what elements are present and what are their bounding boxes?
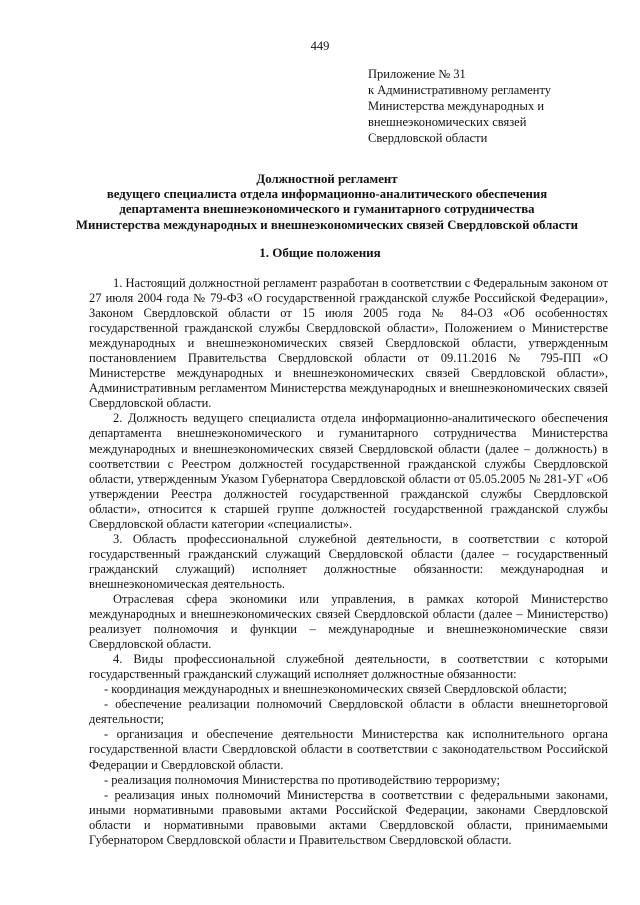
list-item: - реализация иных полномочий Министерства в соответствии с федеральными законами, иными нормативными правовыми актами Российской Федерации, законами Свердловской области и нормативными правовыми актами Свердловской области, принимаемыми Губернатором Свердловской области и Правительством Свердловской области. (89, 787, 608, 847)
appendix-line: Свердловской области (368, 131, 488, 145)
title-line: департамента внешнеэкономического и гуманитарного сотрудничества (119, 202, 535, 217)
title-line: Министерства международных и внешнеэкономических связей Свердловской области (75, 217, 579, 232)
list-item: - обеспечение реализации полномочий Свердловской области в области внешнеторговой деятельности; (89, 697, 608, 727)
document-title (40, 172, 614, 233)
page-number: 449 (310, 39, 330, 53)
section-heading: 1. Общие положения (259, 245, 381, 260)
paragraph: 3. Область профессиональной служебной деятельности, в соответствии с которой государственный гражданский служащий Свердловской области (далее – государственный гражданский служащий) исполняет должностные обязанности: международная и внешнеэкономическая деятельность. (89, 531, 608, 591)
document-body (89, 276, 608, 848)
list-item: - координация международных и внешнеэкономических связей Свердловской области; (104, 682, 567, 697)
title-line: ведущего специалиста отдела информационно-аналитического обеспечения (106, 187, 548, 202)
appendix-line: внешнеэкономических связей (368, 115, 527, 129)
appendix-line: к Административному регламенту (368, 83, 552, 97)
list-item: - реализация полномочия Министерства по противодействию терроризму; (104, 772, 500, 787)
paragraph: 4. Виды профессиональной служебной деятельности, в соответствии с которыми государственный гражданский служащий исполняет должностные обязанности: (89, 652, 608, 682)
appendix-line: Приложение № 31 (368, 67, 466, 81)
appendix-note (368, 66, 630, 146)
title-line: Должностной регламент (256, 172, 398, 186)
paragraph: 1. Настоящий должностной регламент разработан в соответствии с Федеральным законом от 27 июля 2004 года № 79-ФЗ «О государственной гражданской службе Российской Федерации», Законом Свердловской области от 15 июля 2005 года № 84-ОЗ «Об особенностях государственной гражданской службы Свердловской области», Положением о Министерстве международных и внешнеэкономических связей Свердловской области, утвержденным постановлением Правительства Свердловской области от 09.11.2016 № 795-ПП «О Министерстве международных и внешнеэкономических связей Свердловской области», Административным регламентом Министерства международных и внешнеэкономических связей Свердловской области. (89, 276, 608, 411)
paragraph: 2. Должность ведущего специалиста отдела информационно-аналитического обеспечения департамента внешнеэкономического и гуманитарного сотрудничества Министерства международных и внешнеэкономических связей Свердловской области (далее – должность) в соответствии с Реестром должностей государственной гражданской службы Свердловской области, утвержденным Указом Губернатора Свердловской области от 05.05.2005 № 281-УГ «Об утверждении Реестра должностей государственной гражданской службы Свердловской области», относится к старшей группе должностей государственной гражданской службы Свердловской области категории «специалисты». (89, 411, 608, 531)
paragraph: Отраслевая сфера экономики или управления, в рамках которой Министерство международных и внешнеэкономических связей Свердловской области (далее – Министерство) реализует полномочия и функции – международные и внешнеэкономические связи Свердловской области. (89, 591, 608, 652)
list-item: - организация и обеспечение деятельности Министерства как исполнительного органа государственной власти Свердловской области в соответствии с законодательством Российской Федерации и Свердловской области. (89, 727, 608, 772)
appendix-line: Министерства международных и (368, 99, 545, 113)
